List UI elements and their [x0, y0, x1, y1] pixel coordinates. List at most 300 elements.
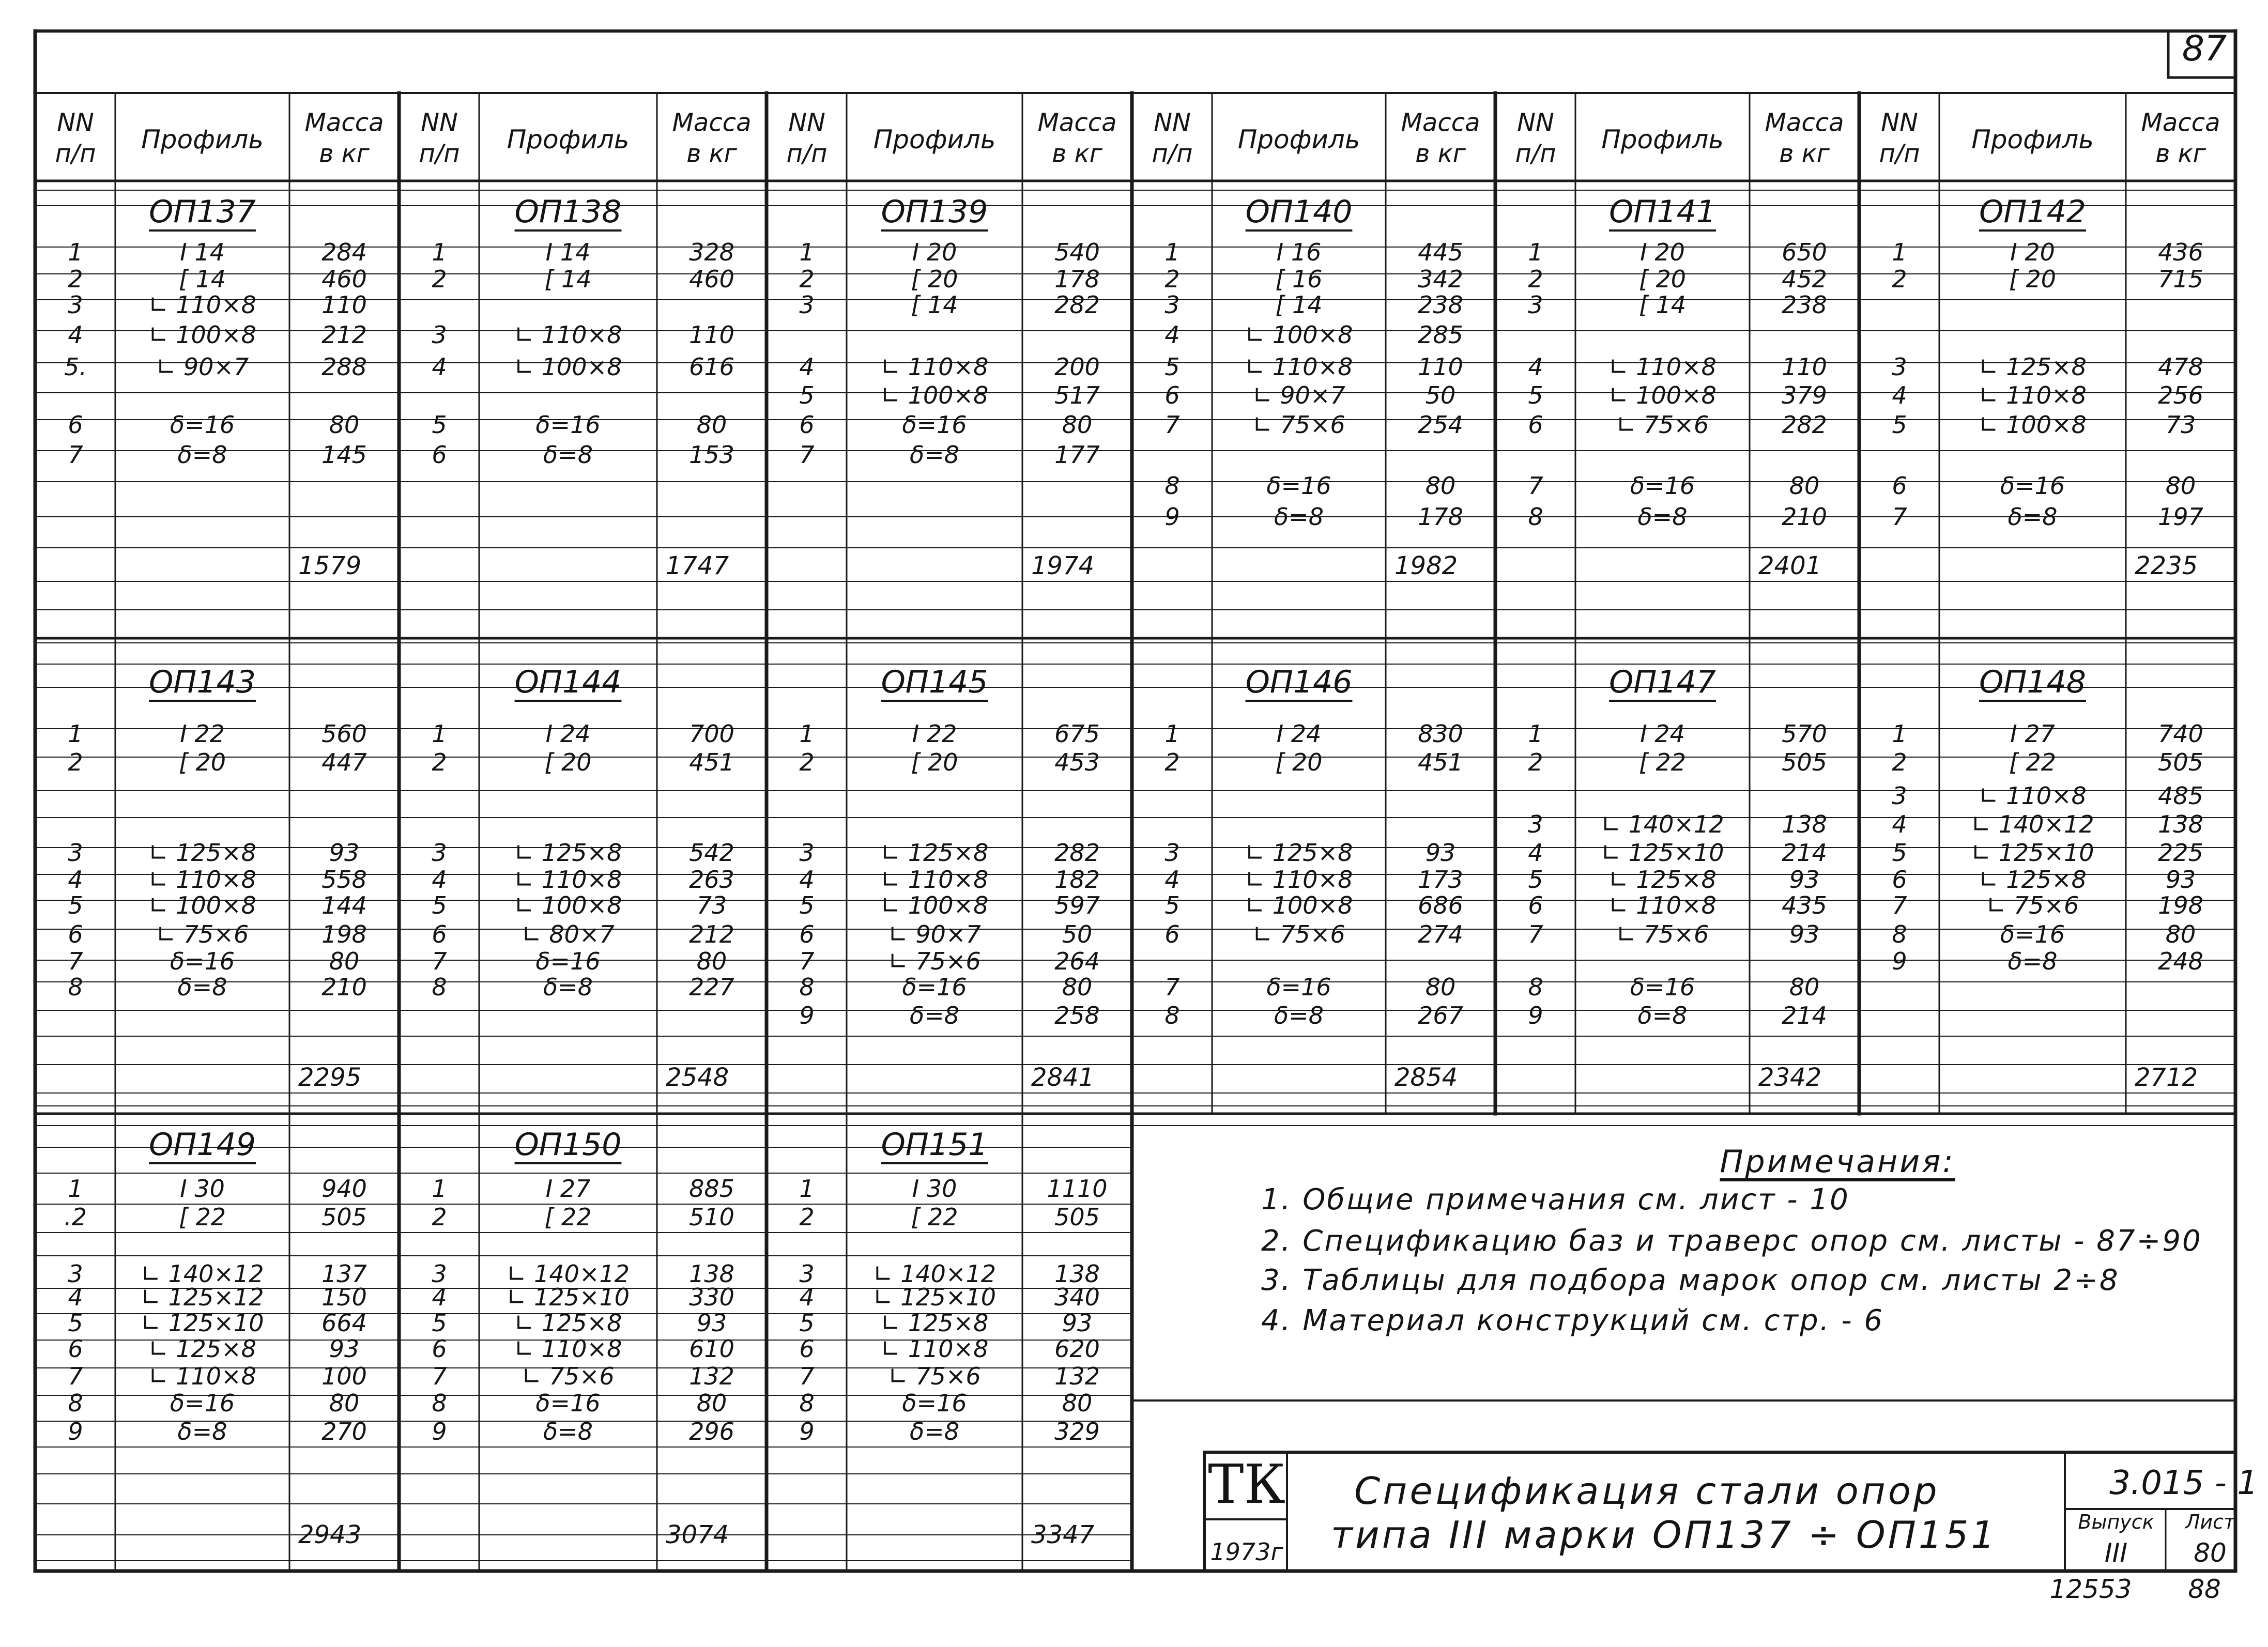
row-number: 3 [432, 1260, 447, 1288]
row-mass: 330 [689, 1283, 734, 1311]
row-mass: 675 [1054, 720, 1100, 748]
row-mass: 80 [329, 947, 360, 975]
row-mass: 93 [1789, 866, 1820, 894]
row-profile: ∟ 100×8 [1245, 891, 1353, 919]
row-mass: 610 [689, 1335, 734, 1363]
row-mass: 664 [321, 1309, 367, 1337]
row-profile: ∟ 125×10 [1601, 839, 1724, 867]
row-profile: ∟ 110×8 [1608, 353, 1717, 381]
row-profile: δ=16 [170, 411, 235, 439]
row-profile: [ 20 [178, 748, 226, 776]
row-mass: 597 [1054, 891, 1100, 919]
row-profile: ∟ 80×7 [522, 920, 615, 948]
row-mass: 110 [1418, 353, 1463, 381]
row-profile: δ=8 [543, 1418, 593, 1445]
row-profile: [ 20 [911, 748, 958, 776]
row-number: 9 [1892, 947, 1907, 975]
row-profile: I 27 [2010, 720, 2055, 748]
row-number: 5 [1528, 866, 1543, 894]
row-profile: ∟ 125×8 [880, 1309, 989, 1337]
row-mass: 650 [1782, 238, 1827, 266]
row-profile: ∟ 110×8 [880, 1335, 989, 1363]
row-profile: I 30 [180, 1175, 225, 1203]
row-number: 6 [799, 411, 815, 439]
row-mass: 274 [1418, 920, 1463, 948]
row-number: 4 [1164, 866, 1180, 894]
row-profile: I 16 [1276, 238, 1322, 266]
stamp-issue-value: III [2104, 1538, 2128, 1568]
row-number: 6 [1528, 411, 1543, 439]
row-mass: 715 [2158, 265, 2203, 293]
row-mass: 270 [321, 1418, 367, 1445]
row-profile: [ 22 [544, 1203, 592, 1231]
row-profile: I 27 [545, 1175, 591, 1203]
row-number: 6 [799, 1335, 815, 1363]
row-profile: I 20 [912, 238, 957, 266]
row-number: 7 [1164, 411, 1180, 439]
row-mass: 80 [1789, 973, 1820, 1001]
row-mass: 145 [321, 441, 367, 469]
row-profile: ∟ 90×7 [156, 353, 249, 381]
row-profile: ∟ 110×8 [880, 353, 989, 381]
row-mass: 740 [2158, 720, 2203, 748]
row-profile: [ 20 [2009, 265, 2057, 293]
row-number: 2 [68, 748, 83, 776]
row-number: 3 [68, 839, 83, 867]
row-mass: 282 [1054, 839, 1100, 867]
row-mass: 342 [1418, 265, 1463, 293]
row-mass: 258 [1054, 1002, 1100, 1029]
row-number: 4 [432, 1283, 447, 1311]
block-title: ОП150 [514, 1127, 622, 1163]
row-number: 3 [1528, 810, 1543, 838]
row-profile: [ 20 [911, 265, 958, 293]
row-number: 1 [799, 720, 815, 748]
row-number: 6 [1892, 472, 1907, 500]
row-number: 2 [799, 1203, 815, 1231]
row-mass: 80 [329, 1389, 360, 1417]
row-number: 1 [432, 238, 447, 266]
row-number: 2 [1892, 748, 1907, 776]
block-title: ОП140 [1245, 194, 1353, 230]
row-mass: 940 [321, 1175, 367, 1203]
row-number: 1 [799, 238, 815, 266]
row-profile: δ=8 [177, 1418, 227, 1445]
row-number: 8 [432, 1389, 447, 1417]
header-mass-unit: в кг [1052, 139, 1102, 168]
row-profile: δ=8 [2008, 503, 2058, 531]
row-mass: 110 [321, 291, 367, 319]
row-mass: 137 [321, 1260, 367, 1288]
note-4: 4. Материал конструкций см. стр. - 6 [1261, 1304, 1884, 1337]
row-number: 4 [68, 321, 83, 349]
block-total: 3074 [666, 1520, 729, 1549]
block-title: ОП141 [1609, 194, 1716, 230]
row-number: 4 [1892, 810, 1907, 838]
header-pp: п/п [786, 139, 827, 168]
row-profile: ∟ 75×6 [888, 1362, 981, 1390]
row-number: 2 [799, 265, 815, 293]
row-mass: 110 [689, 321, 734, 349]
row-mass: 282 [1054, 291, 1100, 319]
block-total: 2401 [1758, 551, 1822, 580]
row-mass: 198 [2158, 891, 2203, 919]
row-number: 6 [1892, 866, 1907, 894]
row-profile: ∟ 140×12 [141, 1260, 264, 1288]
row-mass: 225 [2158, 839, 2203, 867]
row-number: 5 [1164, 353, 1180, 381]
row-mass: 620 [1054, 1335, 1100, 1363]
footer-page-number: 88 [2188, 1574, 2221, 1604]
header-pp: п/п [419, 139, 460, 168]
row-profile: ∟ 125×10 [1971, 839, 2094, 867]
row-profile: ∟ 75×6 [888, 947, 981, 975]
row-mass: 505 [1054, 1203, 1100, 1231]
row-mass: 510 [689, 1203, 734, 1231]
row-number: 8 [799, 1389, 815, 1417]
row-number: 2 [1528, 265, 1543, 293]
block-title: ОП137 [149, 194, 256, 230]
row-profile: δ=16 [902, 973, 967, 1001]
stamp-title-line2: типа III марки ОП137 ÷ ОП151 [1331, 1513, 1998, 1557]
row-mass: 485 [2158, 782, 2203, 810]
row-number: 4 [68, 1283, 83, 1311]
row-mass: 178 [1418, 503, 1463, 531]
row-mass: 80 [1062, 411, 1093, 439]
row-number: 5 [432, 891, 447, 919]
row-profile: ∟ 100×8 [880, 381, 989, 409]
row-profile: I 24 [545, 720, 591, 748]
row-number: 1 [68, 720, 83, 748]
header-nn: NN [57, 108, 94, 137]
row-number: 8 [68, 1389, 83, 1417]
block-total: 2235 [2135, 551, 2198, 580]
row-profile: ∟ 125×12 [141, 1283, 264, 1311]
row-profile: δ=16 [1266, 973, 1331, 1001]
row-profile: ∟ 125×10 [872, 1283, 997, 1311]
row-profile: ∟ 140×12 [872, 1260, 997, 1288]
row-profile: ∟ 75×6 [1252, 920, 1345, 948]
row-mass: 138 [2158, 810, 2203, 838]
row-mass: 451 [1418, 748, 1463, 776]
row-profile: δ=16 [535, 1389, 601, 1417]
row-number: 3 [799, 291, 815, 319]
row-profile: δ=16 [1266, 472, 1331, 500]
header-mass: Масса [672, 108, 752, 137]
row-profile: δ=8 [910, 1002, 959, 1029]
row-profile: I 20 [1640, 238, 1685, 266]
row-number: 3 [1164, 291, 1180, 319]
row-mass: 451 [689, 748, 734, 776]
row-mass: 182 [1054, 866, 1100, 894]
stamp-sheet-label: Лист [2185, 1511, 2235, 1533]
row-number: 1 [1892, 238, 1907, 266]
row-mass: 198 [321, 920, 367, 948]
header-pp: п/п [55, 139, 96, 168]
row-profile: ∟ 100×8 [514, 353, 622, 381]
row-number: 3 [1528, 291, 1543, 319]
row-profile: ∟ 100×8 [880, 891, 989, 919]
block-total: 2854 [1394, 1063, 1458, 1092]
row-number: 8 [1892, 920, 1907, 948]
row-mass: 138 [1782, 810, 1827, 838]
block-title: ОП147 [1609, 664, 1716, 700]
row-profile: [ 14 [178, 265, 226, 293]
row-number: 9 [1164, 503, 1180, 531]
row-number: 5 [1892, 411, 1907, 439]
row-mass: 153 [689, 441, 734, 469]
block-total: 1974 [1031, 551, 1095, 580]
row-mass: 80 [2165, 920, 2196, 948]
row-number: 8 [432, 973, 447, 1001]
row-number: 6 [1528, 891, 1543, 919]
row-mass: 296 [689, 1418, 734, 1445]
row-number: 7 [432, 1362, 447, 1390]
row-profile: ∟ 75×6 [522, 1362, 615, 1390]
notes-title: Примечания: [1720, 1144, 1955, 1180]
block-title: ОП151 [881, 1127, 988, 1163]
row-mass: 150 [321, 1283, 367, 1311]
header-mass-unit: в кг [1779, 139, 1830, 168]
row-profile: ∟ 125×8 [514, 1309, 622, 1337]
row-number: 4 [799, 1283, 815, 1311]
row-mass: 686 [1418, 891, 1463, 919]
row-profile: ∟ 110×8 [148, 866, 256, 894]
row-mass: 288 [321, 353, 367, 381]
block-total: 2841 [1031, 1063, 1095, 1092]
row-number: 8 [1528, 503, 1543, 531]
row-mass: 177 [1054, 441, 1100, 469]
row-mass: 212 [689, 920, 734, 948]
row-number: 7 [432, 947, 447, 975]
row-profile: ∟ 90×7 [1252, 381, 1345, 409]
row-number: 4 [799, 866, 815, 894]
block-total: 2342 [1758, 1063, 1822, 1092]
row-mass: 284 [321, 238, 367, 266]
row-mass: 435 [1782, 891, 1827, 919]
row-number: 5 [799, 891, 815, 919]
row-mass: 560 [321, 720, 367, 748]
row-profile: ∟ 110×8 [880, 866, 989, 894]
row-profile: ∟ 125×8 [1979, 353, 2087, 381]
row-number: 5 [799, 1309, 815, 1337]
row-number: 3 [432, 839, 447, 867]
row-mass: 453 [1054, 748, 1100, 776]
row-mass: 80 [1062, 973, 1093, 1001]
row-mass: 138 [689, 1260, 734, 1288]
row-profile: ∟ 110×8 [1608, 891, 1717, 919]
row-profile: δ=16 [1630, 973, 1695, 1001]
header-mass: Масса [1037, 108, 1117, 137]
header-mass-unit: в кг [319, 139, 370, 168]
row-number: 7 [799, 441, 815, 469]
row-profile: I 30 [912, 1175, 957, 1203]
row-profile: [ 22 [178, 1203, 226, 1231]
row-profile: ∟ 110×8 [1245, 866, 1353, 894]
row-profile: [ 22 [911, 1203, 958, 1231]
row-profile: δ=8 [910, 441, 959, 469]
row-mass: 436 [2158, 238, 2203, 266]
row-profile: ∟ 125×8 [880, 839, 989, 867]
row-mass: 93 [1789, 920, 1820, 948]
row-number: 5 [68, 891, 83, 919]
row-profile: δ=16 [902, 1389, 967, 1417]
row-number: 4 [1892, 381, 1907, 409]
row-profile: δ=8 [1274, 1002, 1324, 1029]
row-mass: 452 [1782, 265, 1827, 293]
block-total: 1747 [666, 551, 729, 580]
row-mass: 93 [329, 839, 360, 867]
block-title: ОП144 [514, 664, 622, 700]
row-profile: δ=8 [177, 973, 227, 1001]
note-1: 1. Общие примечания см. лист - 10 [1261, 1183, 1850, 1217]
page-number: 87 [2182, 28, 2227, 69]
row-profile: ∟ 75×6 [1616, 920, 1709, 948]
row-profile: δ=16 [535, 411, 601, 439]
row-mass: 214 [1782, 839, 1827, 867]
header-mass-unit: в кг [2155, 139, 2206, 168]
row-mass: 282 [1782, 411, 1827, 439]
stamp-org: ТК [1208, 1453, 1285, 1516]
stamp-year: 1973г [1210, 1538, 1283, 1566]
row-number: 2 [68, 265, 83, 293]
row-mass: 212 [321, 321, 367, 349]
row-number: 4 [1164, 321, 1180, 349]
row-number: 3 [1164, 839, 1180, 867]
row-number: 4 [1528, 353, 1543, 381]
header-mass-unit: в кг [686, 139, 737, 168]
row-number: 5 [799, 381, 815, 409]
row-number: 9 [799, 1002, 815, 1029]
row-number: 6 [68, 1335, 83, 1363]
row-number: 6 [432, 920, 447, 948]
row-profile: ∟ 125×10 [506, 1283, 630, 1311]
row-mass: 540 [1054, 238, 1100, 266]
row-profile: [ 14 [1275, 291, 1323, 319]
row-profile: ∟ 110×8 [514, 1335, 622, 1363]
stamp-doc-code: 3.015 - 1 [2109, 1464, 2258, 1502]
row-mass: 210 [1782, 503, 1827, 531]
row-mass: 328 [689, 238, 734, 266]
block-total: 2548 [666, 1063, 729, 1092]
block-title: ОП138 [514, 194, 622, 230]
row-number: 8 [1528, 973, 1543, 1001]
block-total: 2712 [2135, 1063, 2198, 1092]
row-mass: 256 [2158, 381, 2203, 409]
row-profile: ∟ 110×8 [514, 321, 622, 349]
note-2: 2. Спецификацию баз и траверс опор см. листы - 87÷90 [1261, 1224, 2202, 1258]
row-profile: δ=16 [902, 411, 967, 439]
row-profile: δ=16 [2000, 920, 2065, 948]
header-nn: NN [788, 108, 825, 137]
row-profile: δ=8 [1637, 1002, 1688, 1029]
row-mass: 93 [1425, 839, 1456, 867]
row-number: 2 [432, 1203, 447, 1231]
row-profile: ∟ 100×8 [1245, 321, 1353, 349]
row-number: 2 [1892, 265, 1907, 293]
row-number: 7 [1528, 472, 1543, 500]
row-mass: 505 [321, 1203, 367, 1231]
row-profile: I 20 [2010, 238, 2055, 266]
row-mass: 80 [1425, 472, 1456, 500]
block-total: 1579 [298, 551, 362, 580]
header-mass-unit: в кг [1415, 139, 1466, 168]
row-mass: 558 [321, 866, 367, 894]
row-profile: ∟ 140×12 [1971, 810, 2094, 838]
row-mass: 505 [2158, 748, 2203, 776]
row-number: 9 [1528, 1002, 1543, 1029]
row-profile: δ=8 [910, 1418, 959, 1445]
row-mass: 379 [1782, 381, 1827, 409]
row-profile: ∟ 100×8 [148, 321, 256, 349]
row-profile: ∟ 90×7 [888, 920, 981, 948]
row-number: 9 [68, 1418, 83, 1445]
header-pp: п/п [1515, 139, 1556, 168]
row-number: 1 [68, 1175, 83, 1203]
block-total: 3347 [1031, 1520, 1095, 1549]
row-mass: 132 [1054, 1362, 1100, 1390]
row-number: 7 [799, 1362, 815, 1390]
row-profile: δ=8 [1274, 503, 1324, 531]
row-profile: [ 22 [1638, 748, 1687, 776]
row-mass: 445 [1418, 238, 1463, 266]
row-mass: 93 [696, 1309, 727, 1337]
header-nn: NN [421, 108, 458, 137]
row-profile: δ=8 [177, 441, 227, 469]
row-number: 2 [1164, 265, 1180, 293]
row-mass: 285 [1418, 321, 1463, 349]
row-number: 1 [799, 1175, 815, 1203]
row-mass: 263 [689, 866, 734, 894]
row-profile: [ 20 [1638, 265, 1687, 293]
row-number: 2 [1528, 748, 1543, 776]
row-profile: [ 20 [544, 748, 592, 776]
row-number: 3 [799, 839, 815, 867]
row-profile: I 22 [912, 720, 957, 748]
stamp-issue-label: Выпуск [2078, 1511, 2154, 1533]
row-profile: δ=16 [170, 1389, 235, 1417]
row-number: 6 [68, 411, 83, 439]
row-number: 5 [432, 1309, 447, 1337]
row-mass: 210 [321, 973, 367, 1001]
header-profile: Профиль [1237, 125, 1360, 155]
row-profile: [ 14 [911, 291, 958, 319]
row-profile: δ=8 [1637, 503, 1688, 531]
row-profile: δ=16 [535, 947, 601, 975]
row-mass: 570 [1782, 720, 1827, 748]
row-number: 3 [432, 321, 447, 349]
row-number: 1 [432, 1175, 447, 1203]
row-number: 8 [1164, 1002, 1180, 1029]
header-pp: п/п [1152, 139, 1193, 168]
row-mass: 264 [1054, 947, 1100, 975]
row-mass: 248 [2158, 947, 2203, 975]
row-profile: ∟ 110×8 [148, 1362, 256, 1390]
row-profile: ∟ 140×12 [506, 1260, 630, 1288]
row-mass: 73 [2165, 411, 2196, 439]
row-profile: ∟ 110×8 [514, 866, 622, 894]
block-title: ОП149 [149, 1127, 256, 1163]
row-mass: 73 [696, 891, 727, 919]
row-profile: ∟ 75×6 [156, 920, 249, 948]
row-profile: I 24 [1640, 720, 1685, 748]
row-mass: 254 [1418, 411, 1463, 439]
row-profile: δ=8 [543, 973, 593, 1001]
row-mass: 110 [1782, 353, 1827, 381]
header-profile: Профиль [1971, 125, 2094, 155]
row-profile: [ 14 [1638, 291, 1687, 319]
row-mass: 447 [321, 748, 367, 776]
